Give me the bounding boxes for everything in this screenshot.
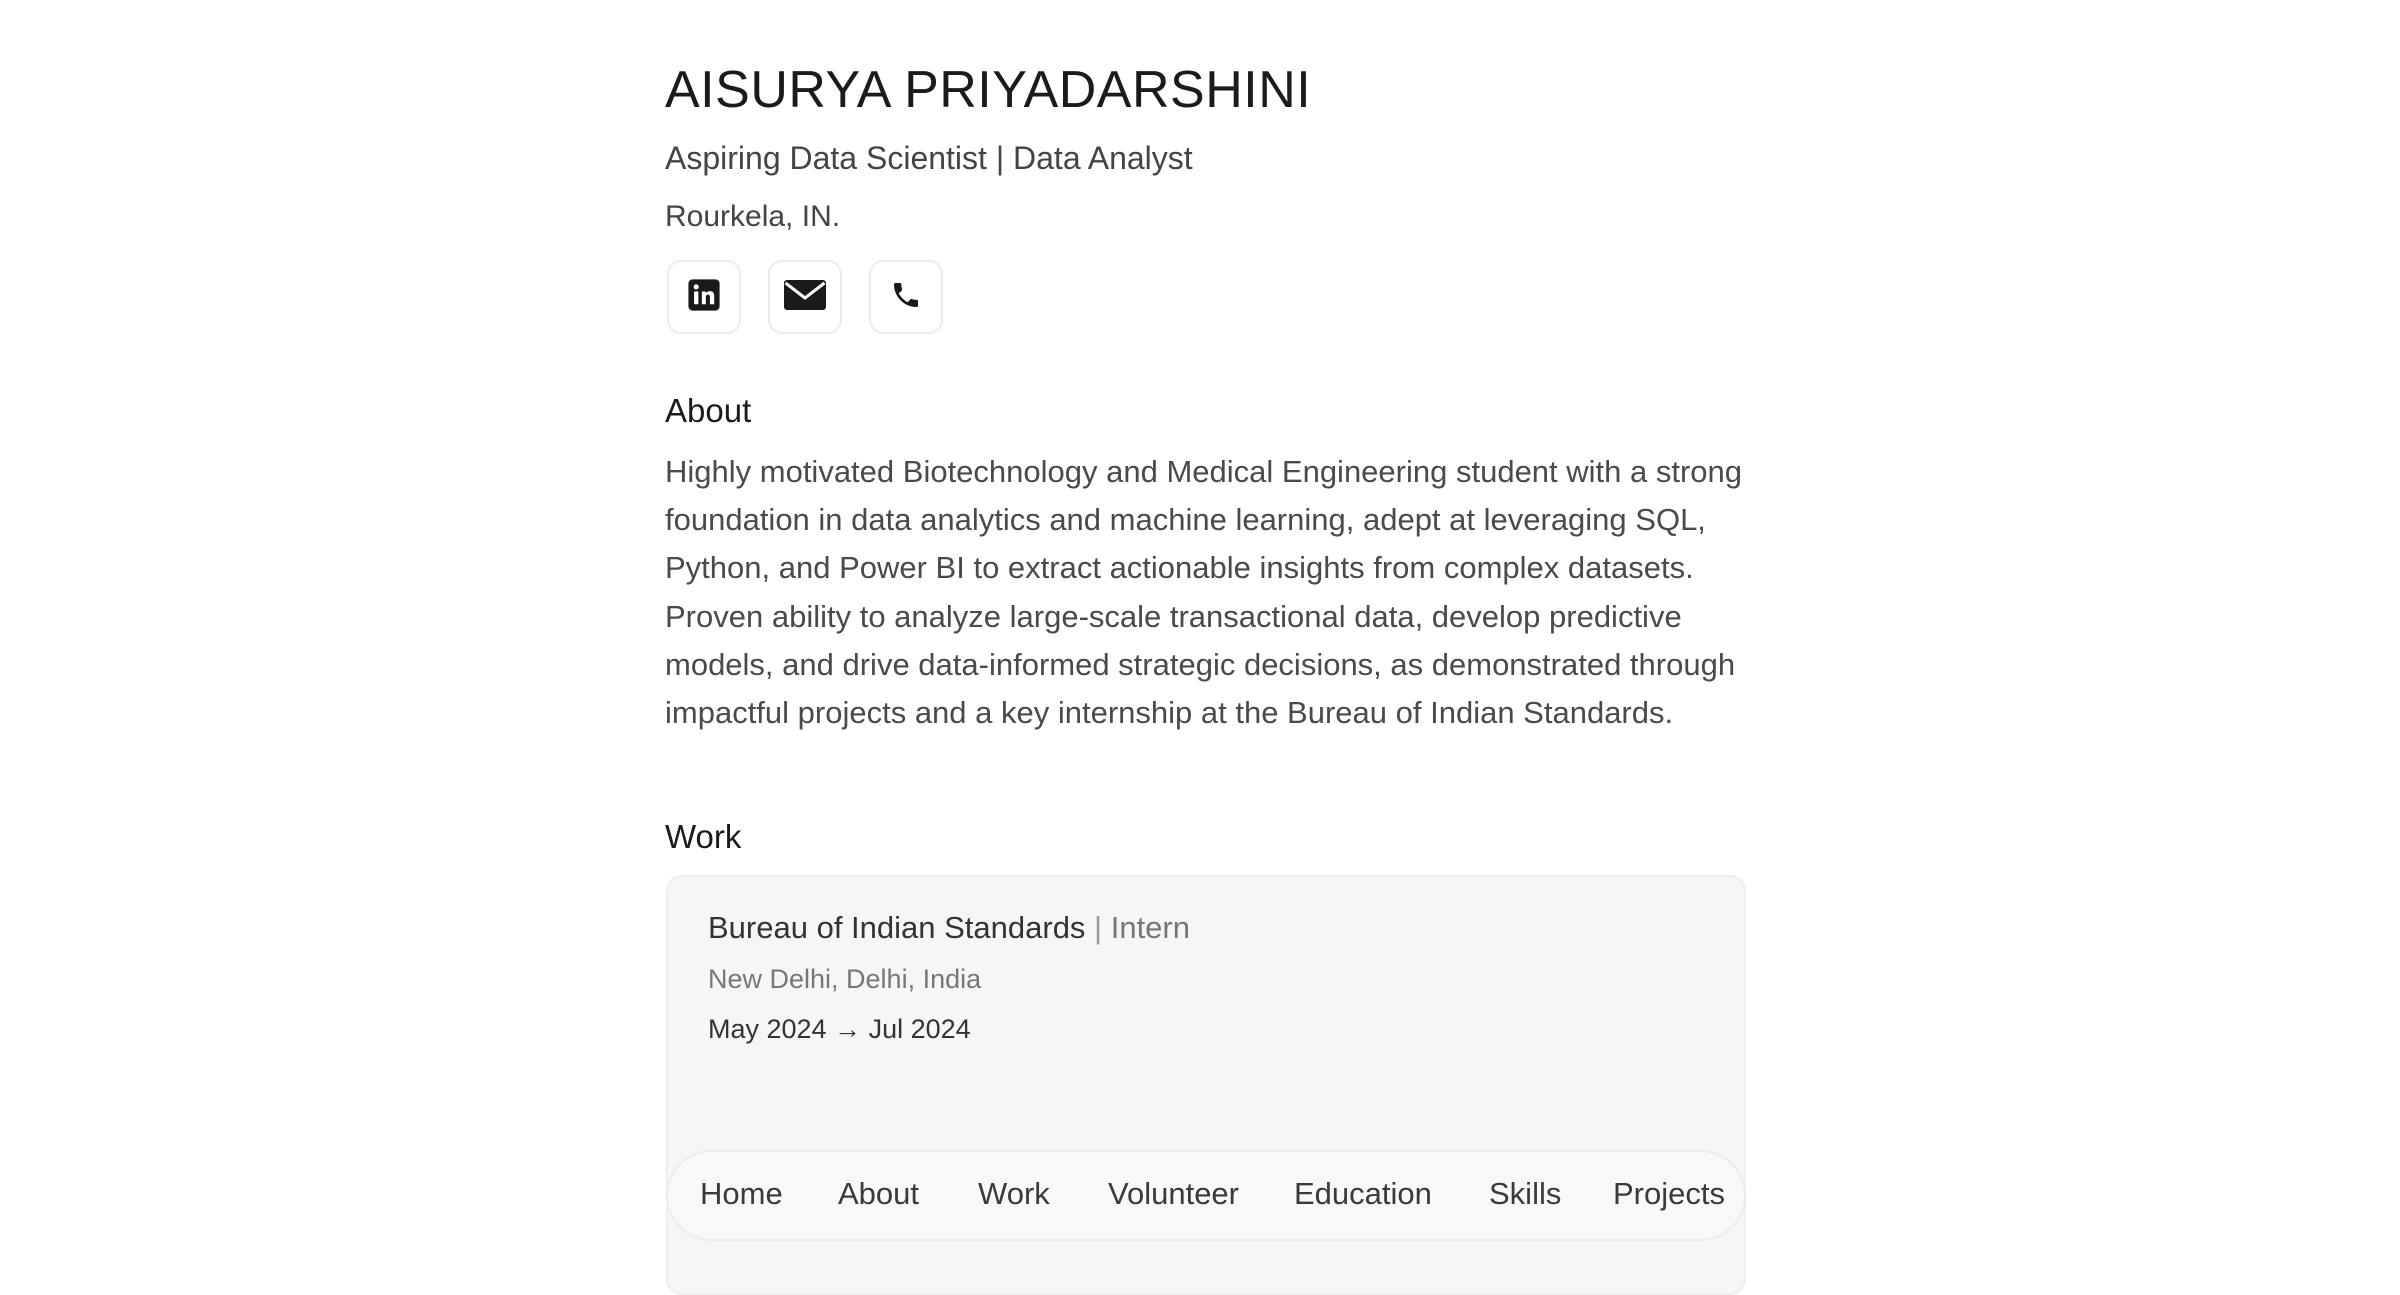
linkedin-icon — [687, 278, 721, 317]
phone-icon — [890, 279, 922, 316]
nav-work[interactable]: Work — [978, 1176, 1050, 1211]
job-location: New Delhi, Delhi, India — [708, 964, 982, 994]
nav-education[interactable]: Education — [1294, 1176, 1432, 1211]
about-text: Highly motivated Biotechnology and Medical Engineering student with a strong foundation in data analytics and machine learning, adept at leveraging SQL, Python, and Power BI to extract actionable insights from complex datasets. Proven ability to analyze large-scale transactional data, develop predictive models, and drive data-informed strategic decisions, as demonstrated through impactful projects and a key internship at the Bureau of Indian Standards. — [665, 454, 1743, 731]
job-company: Bureau of Indian Standards — [708, 910, 1086, 945]
linkedin-button[interactable] — [667, 260, 741, 334]
email-button[interactable] — [768, 260, 842, 334]
work-heading: Work — [665, 818, 742, 855]
phone-button[interactable] — [869, 260, 943, 334]
job-title — [708, 910, 1190, 946]
profile-location: Rourkela, IN. — [665, 200, 841, 233]
nav-about[interactable]: About — [838, 1176, 920, 1211]
profile-name: AISURYA PRIYADARSHINI — [665, 61, 1312, 119]
nav-volunteer[interactable]: Volunteer — [1108, 1176, 1239, 1211]
job-separator: | — [1085, 910, 1111, 945]
nav-projects[interactable]: Projects — [1613, 1176, 1725, 1211]
nav-home[interactable]: Home — [700, 1176, 783, 1211]
email-icon — [784, 278, 826, 317]
job-dates: May 2024 → Jul 2024 — [708, 1014, 971, 1044]
job-role: Intern — [1110, 910, 1190, 945]
nav-skills[interactable]: Skills — [1489, 1176, 1562, 1211]
about-heading: About — [665, 392, 752, 429]
profile-subtitle: Aspiring Data Scientist | Data Analyst — [665, 140, 1193, 176]
